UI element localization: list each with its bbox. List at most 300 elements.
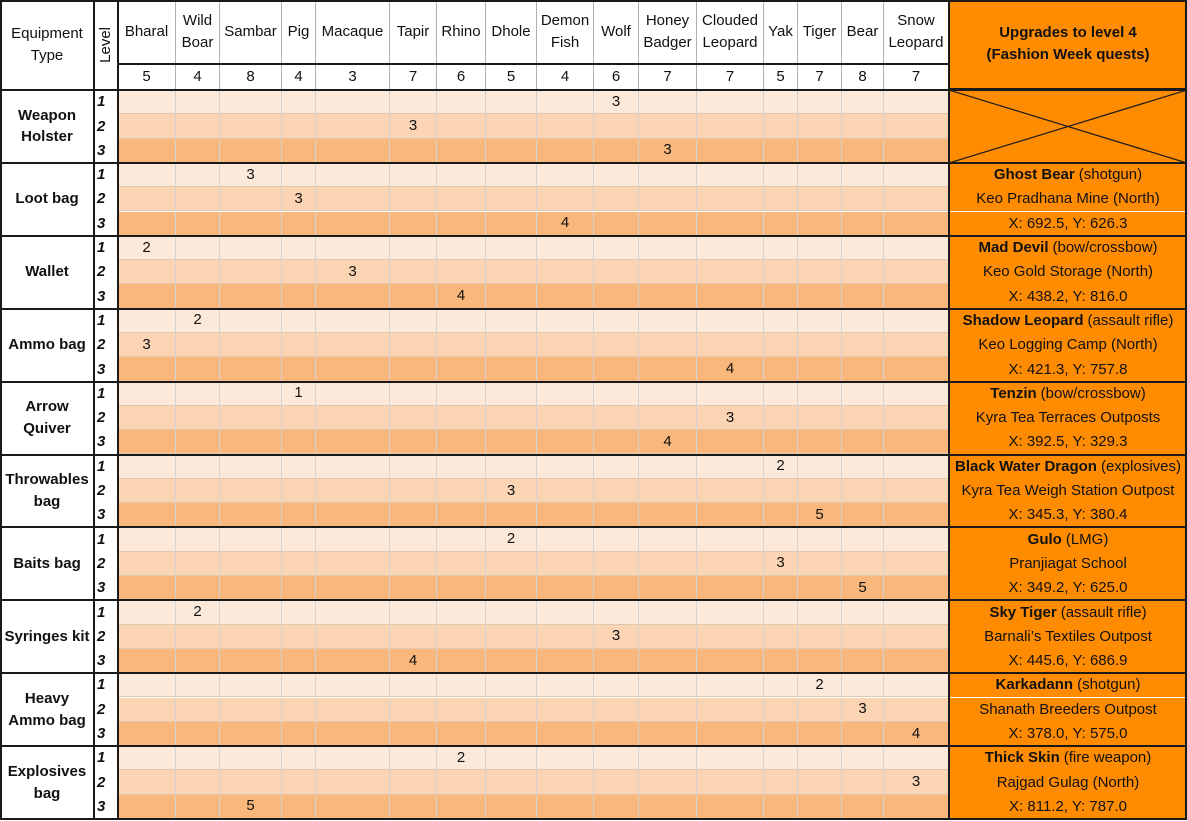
animal-count: 5 <box>486 64 537 90</box>
requirement-cell <box>842 406 884 430</box>
requirement-cell <box>437 503 486 527</box>
requirement-cell: 3 <box>884 770 949 794</box>
animal-count: 8 <box>842 64 884 90</box>
requirement-cell <box>316 284 390 308</box>
requirement-cell <box>282 357 316 381</box>
requirement-cell <box>594 600 639 624</box>
animal-count: 4 <box>282 64 316 90</box>
border-line <box>117 0 119 819</box>
requirement-cell <box>118 114 176 138</box>
upgrade-quest-location: Rajgad Gulag (North) <box>949 770 1187 794</box>
upgrade-quest-coordinates: X: 811.2, Y: 787.0 <box>949 795 1187 819</box>
requirement-cell <box>842 430 884 454</box>
animal-count: 8 <box>220 64 282 90</box>
animal-count: 5 <box>118 64 176 90</box>
requirement-cell <box>884 503 949 527</box>
requirement-cell <box>537 114 594 138</box>
requirement-cell <box>764 600 798 624</box>
requirement-cell <box>764 503 798 527</box>
requirement-cell: 3 <box>639 139 697 163</box>
requirement-cell <box>282 139 316 163</box>
requirement-cell: 4 <box>437 284 486 308</box>
requirement-cell <box>220 527 282 551</box>
requirement-cell <box>220 309 282 333</box>
requirement-cell <box>764 114 798 138</box>
upgrade-quest-location: Keo Pradhana Mine (North) <box>949 187 1187 211</box>
requirement-cell: 4 <box>697 357 764 381</box>
requirement-cell <box>316 552 390 576</box>
animal-header: Honey Badger <box>639 0 697 64</box>
requirement-cell <box>697 795 764 819</box>
upgrade-target-weapon: (bow/crossbow) <box>1052 239 1158 257</box>
requirement-cell <box>176 625 220 649</box>
requirement-cell <box>176 455 220 479</box>
requirement-cell <box>176 722 220 746</box>
requirement-cell <box>594 187 639 211</box>
requirement-cell <box>764 260 798 284</box>
requirement-cell <box>594 260 639 284</box>
requirement-cell <box>437 430 486 454</box>
requirement-cell: 5 <box>220 795 282 819</box>
requirement-cell <box>437 212 486 236</box>
requirement-cell <box>798 260 842 284</box>
requirement-cell <box>842 770 884 794</box>
requirement-cell: 5 <box>842 576 884 600</box>
requirement-cell <box>486 600 537 624</box>
border-line <box>0 162 1187 164</box>
requirement-cell <box>884 163 949 187</box>
requirement-cell <box>176 90 220 114</box>
border-line <box>0 0 1187 2</box>
requirement-cell: 3 <box>486 479 537 503</box>
requirement-cell <box>594 746 639 770</box>
requirement-cell <box>282 576 316 600</box>
requirement-cell <box>486 406 537 430</box>
requirement-cell <box>594 236 639 260</box>
requirement-cell <box>437 649 486 673</box>
level-number: 1 <box>94 236 118 260</box>
requirement-cell <box>884 649 949 673</box>
requirement-cell <box>486 770 537 794</box>
not-applicable-cross <box>949 90 1187 163</box>
requirement-cell <box>842 625 884 649</box>
equipment-type-label: Weapon Holster <box>0 90 94 163</box>
requirement-cell <box>842 357 884 381</box>
requirement-cell <box>282 455 316 479</box>
level-number: 3 <box>94 795 118 819</box>
requirement-cell <box>486 455 537 479</box>
requirement-cell <box>176 382 220 406</box>
requirement-cell <box>764 795 798 819</box>
requirement-cell <box>798 770 842 794</box>
requirement-cell <box>842 382 884 406</box>
upgrade-target-name: Black Water Dragon <box>954 457 1097 475</box>
requirement-cell <box>884 309 949 333</box>
requirement-cell <box>697 649 764 673</box>
requirement-cell <box>118 382 176 406</box>
requirement-cell <box>486 357 537 381</box>
requirement-cell <box>537 333 594 357</box>
requirement-cell <box>437 527 486 551</box>
requirement-cell <box>639 770 697 794</box>
requirement-cell <box>282 625 316 649</box>
requirement-cell: 3 <box>594 90 639 114</box>
requirement-cell <box>697 746 764 770</box>
requirement-cell <box>537 406 594 430</box>
requirement-cell <box>798 600 842 624</box>
equipment-type-label: Ammo bag <box>0 309 94 382</box>
requirement-cell <box>176 527 220 551</box>
level-number: 2 <box>94 479 118 503</box>
requirement-cell <box>842 187 884 211</box>
requirement-cell <box>884 236 949 260</box>
animal-header: Pig <box>282 0 316 64</box>
requirement-cell <box>798 284 842 308</box>
upgrade-quest-coordinates: X: 349.2, Y: 625.0 <box>949 576 1187 600</box>
requirement-cell <box>282 236 316 260</box>
requirement-cell <box>437 552 486 576</box>
requirement-cell <box>437 90 486 114</box>
upgrades-header: Upgrades to level 4 (Fashion Week quests) <box>949 0 1187 90</box>
requirement-cell: 3 <box>220 163 282 187</box>
requirement-cell <box>697 455 764 479</box>
requirement-cell <box>118 212 176 236</box>
requirement-cell <box>842 455 884 479</box>
upgrade-quest-location: Keo Logging Camp (North) <box>949 333 1187 357</box>
requirement-cell <box>176 552 220 576</box>
requirement-cell <box>697 382 764 406</box>
requirement-cell: 2 <box>176 309 220 333</box>
requirement-cell <box>390 527 437 551</box>
requirement-cell <box>316 503 390 527</box>
requirement-cell <box>884 357 949 381</box>
requirement-cell <box>118 698 176 722</box>
requirement-cell <box>764 357 798 381</box>
animal-header: Bear <box>842 0 884 64</box>
requirement-cell <box>697 163 764 187</box>
requirement-cell <box>118 406 176 430</box>
requirement-cell <box>884 576 949 600</box>
animal-count: 3 <box>316 64 390 90</box>
requirement-cell <box>316 698 390 722</box>
requirement-cell <box>437 187 486 211</box>
requirement-cell <box>842 212 884 236</box>
requirement-cell <box>390 455 437 479</box>
requirement-cell <box>697 722 764 746</box>
requirement-cell <box>842 722 884 746</box>
requirement-cell <box>842 673 884 697</box>
requirement-cell <box>697 260 764 284</box>
requirement-cell <box>884 212 949 236</box>
requirement-cell: 4 <box>639 430 697 454</box>
equipment-type-label: Throwables bag <box>0 455 94 528</box>
requirement-cell <box>842 309 884 333</box>
level-number: 3 <box>94 139 118 163</box>
requirement-cell <box>118 260 176 284</box>
border-line <box>0 235 1187 237</box>
animal-count: 7 <box>697 64 764 90</box>
border-line <box>0 672 1187 674</box>
requirement-cell <box>390 236 437 260</box>
requirement-cell <box>884 625 949 649</box>
requirement-cell: 3 <box>282 187 316 211</box>
requirement-cell <box>537 503 594 527</box>
animal-count: 6 <box>437 64 486 90</box>
upgrade-target-weapon: (shotgun) <box>1077 676 1141 694</box>
requirement-cell <box>884 284 949 308</box>
requirement-cell <box>118 90 176 114</box>
border-line <box>0 89 1187 91</box>
requirement-cell <box>639 357 697 381</box>
requirement-cell <box>437 722 486 746</box>
requirement-cell <box>118 284 176 308</box>
requirement-cell <box>639 163 697 187</box>
requirement-cell <box>486 382 537 406</box>
requirement-cell <box>220 114 282 138</box>
requirement-cell <box>176 406 220 430</box>
requirement-cell <box>486 625 537 649</box>
requirement-cell <box>537 649 594 673</box>
requirement-cell <box>537 139 594 163</box>
requirement-cell <box>764 770 798 794</box>
requirement-cell <box>764 430 798 454</box>
border-line <box>0 0 2 819</box>
requirement-cell <box>639 746 697 770</box>
requirement-cell <box>486 746 537 770</box>
requirement-cell <box>842 90 884 114</box>
requirement-cell <box>220 284 282 308</box>
requirement-cell <box>697 600 764 624</box>
upgrade-quest-coordinates: X: 345.3, Y: 380.4 <box>949 503 1187 527</box>
requirement-cell <box>282 260 316 284</box>
upgrade-quest-target <box>949 236 1187 260</box>
requirement-cell <box>537 187 594 211</box>
level-number: 1 <box>94 309 118 333</box>
requirement-cell <box>537 625 594 649</box>
requirement-cell <box>437 114 486 138</box>
level-number: 3 <box>94 576 118 600</box>
requirement-cell <box>639 673 697 697</box>
requirement-cell <box>594 333 639 357</box>
requirement-cell <box>842 284 884 308</box>
animal-count: 4 <box>176 64 220 90</box>
requirement-cell <box>486 795 537 819</box>
level-number: 2 <box>94 114 118 138</box>
requirement-cell <box>798 527 842 551</box>
requirement-cell <box>697 284 764 308</box>
requirement-cell <box>282 673 316 697</box>
animal-header: Dhole <box>486 0 537 64</box>
requirement-cell <box>176 698 220 722</box>
requirement-cell <box>316 527 390 551</box>
level-number: 3 <box>94 212 118 236</box>
upgrade-quest-coordinates: X: 392.5, Y: 329.3 <box>949 430 1187 454</box>
requirement-cell <box>798 479 842 503</box>
requirement-cell <box>697 212 764 236</box>
requirement-cell: 3 <box>316 260 390 284</box>
requirement-cell <box>437 139 486 163</box>
requirement-cell <box>486 187 537 211</box>
requirement-cell <box>639 406 697 430</box>
requirement-cell <box>316 357 390 381</box>
requirement-cell <box>594 722 639 746</box>
upgrade-quest-coordinates: X: 421.3, Y: 757.8 <box>949 357 1187 381</box>
requirement-cell <box>118 455 176 479</box>
requirement-cell <box>316 309 390 333</box>
requirement-cell <box>220 90 282 114</box>
equipment-type-label: Arrow Quiver <box>0 382 94 455</box>
requirement-cell <box>486 552 537 576</box>
requirement-cell <box>764 576 798 600</box>
upgrade-quest-target <box>949 382 1187 406</box>
requirement-cell: 2 <box>118 236 176 260</box>
requirement-cell <box>639 625 697 649</box>
requirement-cell <box>639 479 697 503</box>
requirement-cell <box>486 114 537 138</box>
requirement-cell <box>537 722 594 746</box>
requirement-cell <box>176 430 220 454</box>
requirement-cell <box>537 284 594 308</box>
requirement-cell <box>316 90 390 114</box>
requirement-cell <box>118 357 176 381</box>
upgrade-target-name: Shadow Leopard <box>962 311 1084 329</box>
requirement-cell <box>594 212 639 236</box>
level-number: 3 <box>94 284 118 308</box>
requirement-cell <box>537 552 594 576</box>
animal-count: 6 <box>594 64 639 90</box>
requirement-cell: 2 <box>176 600 220 624</box>
requirement-cell <box>842 600 884 624</box>
requirement-cell <box>437 698 486 722</box>
requirement-cell <box>798 309 842 333</box>
level-number: 2 <box>94 770 118 794</box>
requirement-cell <box>390 284 437 308</box>
requirement-cell <box>697 90 764 114</box>
requirement-cell <box>316 649 390 673</box>
requirement-cell <box>697 430 764 454</box>
requirement-cell <box>220 625 282 649</box>
requirement-cell <box>118 673 176 697</box>
requirement-cell <box>798 406 842 430</box>
requirement-cell <box>176 260 220 284</box>
requirement-cell <box>764 382 798 406</box>
upgrade-target-weapon: (assault rifle) <box>1087 311 1174 329</box>
requirement-cell <box>594 357 639 381</box>
animal-count: 5 <box>764 64 798 90</box>
requirement-cell <box>486 503 537 527</box>
level-number: 1 <box>94 527 118 551</box>
requirement-cell <box>390 795 437 819</box>
border-line <box>0 381 1187 383</box>
upgrade-quest-location: Shanath Breeders Outpost <box>949 698 1187 722</box>
equipment-type-label: Baits bag <box>0 527 94 600</box>
requirement-cell <box>390 673 437 697</box>
requirement-cell: 3 <box>390 114 437 138</box>
requirement-cell <box>764 406 798 430</box>
requirement-cell <box>764 163 798 187</box>
animal-header: Snow Leopard <box>884 0 949 64</box>
requirement-cell <box>390 698 437 722</box>
requirement-cell <box>390 503 437 527</box>
upgrade-target-name: Sky Tiger <box>989 603 1057 621</box>
requirement-cell <box>842 795 884 819</box>
requirement-cell <box>798 795 842 819</box>
border-line <box>0 599 1187 601</box>
requirement-cell <box>486 163 537 187</box>
requirement-cell <box>316 673 390 697</box>
requirement-cell <box>537 455 594 479</box>
requirement-cell <box>176 503 220 527</box>
requirement-cell <box>437 357 486 381</box>
requirement-cell <box>884 795 949 819</box>
requirement-cell <box>390 212 437 236</box>
requirement-cell <box>486 139 537 163</box>
requirement-cell <box>282 527 316 551</box>
requirement-cell <box>764 90 798 114</box>
requirement-cell <box>316 770 390 794</box>
requirement-cell <box>798 382 842 406</box>
requirement-cell <box>639 382 697 406</box>
requirement-cell: 1 <box>282 382 316 406</box>
requirement-cell <box>118 576 176 600</box>
requirement-cell: 4 <box>884 722 949 746</box>
requirement-cell <box>220 212 282 236</box>
requirement-cell: 4 <box>537 212 594 236</box>
requirement-cell <box>282 722 316 746</box>
requirement-cell <box>486 698 537 722</box>
requirement-cell <box>594 284 639 308</box>
requirement-cell <box>486 90 537 114</box>
requirement-cell <box>437 163 486 187</box>
requirement-cell <box>176 236 220 260</box>
requirement-cell: 2 <box>437 746 486 770</box>
requirement-cell <box>697 770 764 794</box>
requirement-cell <box>798 90 842 114</box>
requirement-cell <box>842 649 884 673</box>
requirement-cell <box>390 333 437 357</box>
requirement-cell: 2 <box>486 527 537 551</box>
level-number: 2 <box>94 333 118 357</box>
border-line <box>0 526 1187 528</box>
requirement-cell <box>764 527 798 551</box>
upgrade-target-weapon: (fire weapon) <box>1063 749 1152 767</box>
level-number: 3 <box>94 649 118 673</box>
requirement-cell <box>118 187 176 211</box>
requirement-cell <box>486 673 537 697</box>
requirement-cell <box>639 649 697 673</box>
requirement-cell <box>764 698 798 722</box>
requirement-cell <box>537 260 594 284</box>
animal-count: 4 <box>537 64 594 90</box>
requirement-cell <box>639 236 697 260</box>
level-header <box>94 0 118 90</box>
requirement-cell <box>176 187 220 211</box>
requirement-cell <box>798 236 842 260</box>
requirement-cell <box>316 406 390 430</box>
requirement-cell <box>697 236 764 260</box>
requirement-cell <box>884 430 949 454</box>
requirement-cell <box>798 746 842 770</box>
requirement-cell <box>639 722 697 746</box>
requirement-cell <box>639 698 697 722</box>
requirement-cell <box>764 722 798 746</box>
requirement-cell <box>282 309 316 333</box>
level-number: 3 <box>94 503 118 527</box>
requirement-cell <box>764 236 798 260</box>
upgrade-target-name: Tenzin <box>990 384 1037 402</box>
upgrade-quest-target <box>949 600 1187 624</box>
requirement-cell <box>537 430 594 454</box>
